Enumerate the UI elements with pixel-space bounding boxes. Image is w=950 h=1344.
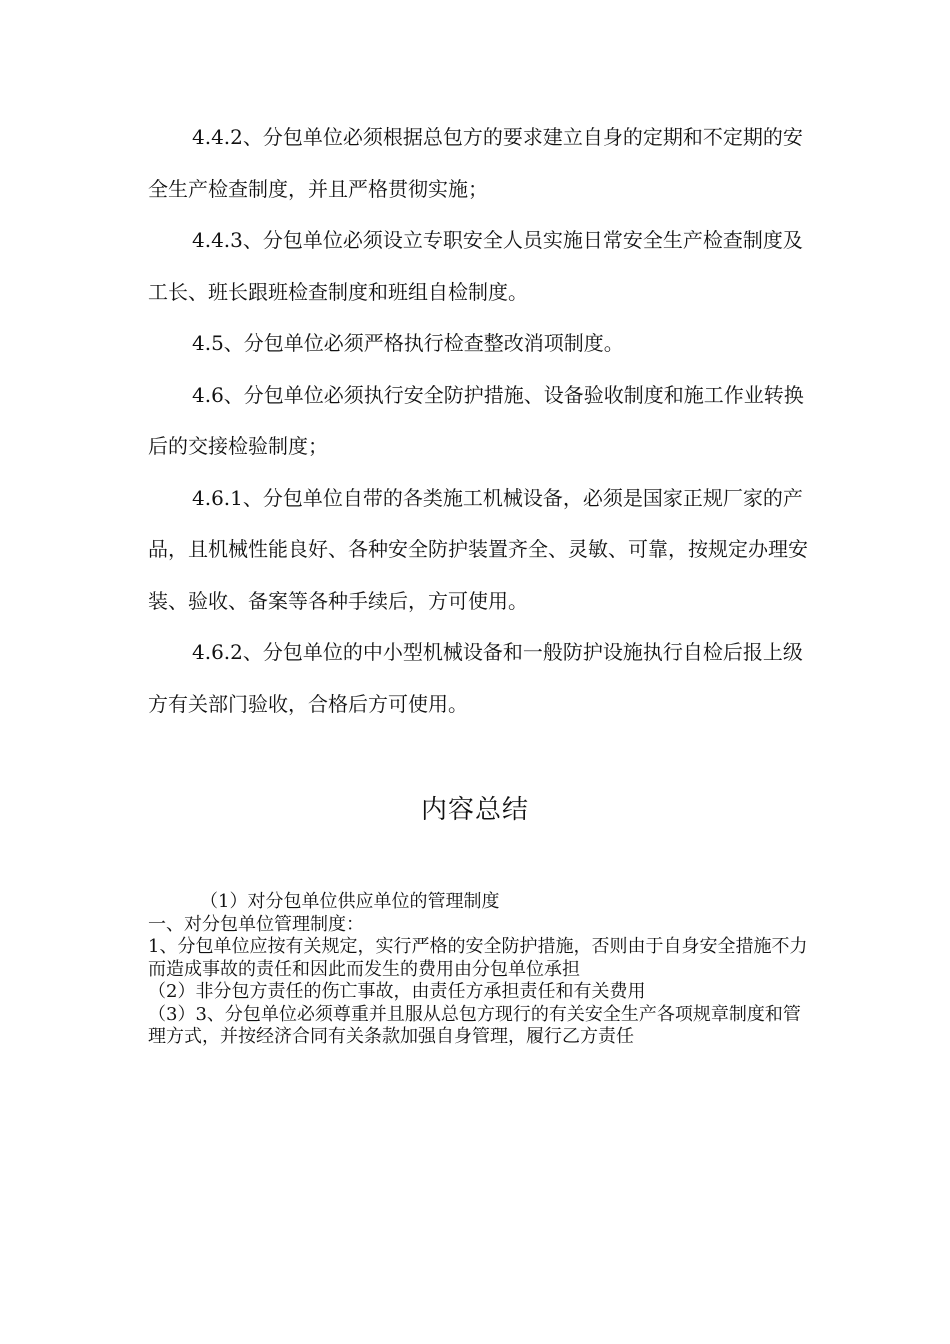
paragraph-4-6-2: 4.6.2、分包单位的中小型机械设备和一般防护设施执行自检后报上级方有关部门验收，合格后方可使用。: [148, 640, 803, 716]
document-body: [148, 112, 808, 730]
summary-title: 内容总结: [420, 795, 529, 825]
summary-line: （3）3、分包单位必须尊重并且服从总包方现行的有关安全生产各项规章制度和管理方式，并按经济合同有关条款加强自身管理，履行乙方责任: [148, 1003, 801, 1047]
summary-line: （2）非分包方责任的伤亡事故，由责任方承担责任和有关费用: [148, 981, 646, 1002]
paragraph-4-6-1: 4.6.1、分包单位自带的各类施工机械设备，必须是国家正规厂家的产品，且机械性能良好、各种安全防护装置齐全、灵敏、可靠，按规定办理安装、验收、备案等各种手续后，方可使用。: [148, 485, 808, 613]
paragraph-4-6: 4.6、分包单位必须执行安全防护措施、设备验收制度和施工作业转换后的交接检验制度；: [148, 382, 804, 458]
summary-line: 1、分包单位应按有关规定，实行严格的安全防护措施，否则由于自身安全措施不力而造成事故的责任和因此而发生的费用由分包单位承担: [148, 936, 808, 980]
paragraph-4-4-2: 4.4.2、分包单位必须根据总包方的要求建立自身的定期和不定期的安全生产检查制度，并且严格贯彻实施；: [148, 125, 803, 201]
summary-line: （1）对分包单位供应单位的管理制度: [200, 891, 500, 912]
summary-section: [148, 891, 808, 1049]
summary-line: 一、对分包单位管理制度：: [148, 913, 364, 935]
paragraph-4-4-3: 4.4.3、分包单位必须设立专职安全人员实施日常安全生产检查制度及工长、班长跟班检查制度和班组自检制度。: [148, 228, 803, 304]
paragraph-4-5: 4.5、分包单位必须严格执行检查整改消项制度。: [192, 331, 624, 355]
